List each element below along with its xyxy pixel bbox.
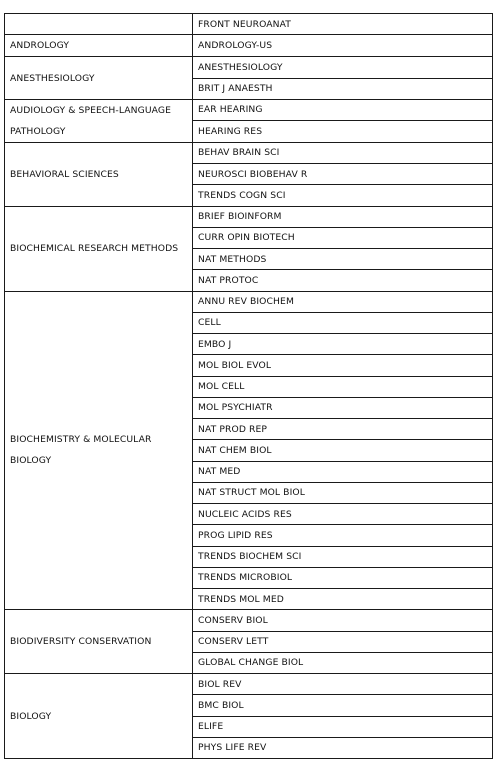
journal-cell: TRENDS COGN SCI [193, 185, 493, 206]
journal-cell: BRIEF BIOINFORM [193, 206, 493, 227]
journal-cell: CONSERV LETT [193, 631, 493, 652]
category-cell [5, 14, 193, 35]
table-row [5, 99, 493, 121]
journal-category-table [4, 13, 493, 759]
table-row [5, 14, 493, 35]
category-cell: AUDIOLOGY & SPEECH-LANGUAGE PATHOLOGY [5, 99, 193, 142]
category-cell: BIOLOGY [5, 674, 193, 759]
journal-cell: PROG LIPID RES [193, 525, 493, 546]
journal-cell: NUCLEIC ACIDS RES [193, 504, 493, 525]
journal-cell: BRIT J ANAESTH [193, 78, 493, 99]
journal-cell: BMC BIOL [193, 695, 493, 716]
journal-cell: NAT STRUCT MOL BIOL [193, 482, 493, 503]
journal-table-body [5, 14, 493, 759]
table-row [5, 35, 493, 57]
journal-cell: TRENDS BIOCHEM SCI [193, 546, 493, 567]
journal-cell: FRONT NEUROANAT [193, 14, 493, 35]
journal-cell: TRENDS MOL MED [193, 589, 493, 610]
journal-cell: MOL PSYCHIATR [193, 397, 493, 418]
category-cell: BIODIVERSITY CONSERVATION [5, 610, 193, 674]
table-row [5, 57, 493, 78]
category-cell: BIOCHEMISTRY & MOLECULAR BIOLOGY [5, 291, 193, 610]
table-row [5, 142, 493, 163]
journal-cell: GLOBAL CHANGE BIOL [193, 652, 493, 673]
journal-cell: NAT PROD REP [193, 419, 493, 440]
category-cell: ANESTHESIOLOGY [5, 57, 193, 100]
category-cell: BIOCHEMICAL RESEARCH METHODS [5, 206, 193, 291]
journal-cell: EMBO J [193, 334, 493, 355]
journal-cell: ANNU REV BIOCHEM [193, 291, 493, 312]
journal-cell: CELL [193, 312, 493, 333]
table-row [5, 674, 493, 695]
table-row [5, 291, 493, 312]
journal-cell: BEHAV BRAIN SCI [193, 142, 493, 163]
journal-cell: MOL CELL [193, 376, 493, 397]
journal-cell: NAT PROTOC [193, 270, 493, 291]
journal-cell: CONSERV BIOL [193, 610, 493, 631]
journal-cell: NEUROSCI BIOBEHAV R [193, 164, 493, 185]
journal-cell: MOL BIOL EVOL [193, 355, 493, 376]
journal-cell: ANDROLOGY-US [193, 35, 493, 57]
journal-cell: PHYS LIFE REV [193, 737, 493, 758]
journal-cell: ELIFE [193, 716, 493, 737]
journal-cell: HEARING RES [193, 121, 493, 143]
table-row [5, 206, 493, 227]
journal-cell: ANESTHESIOLOGY [193, 57, 493, 78]
journal-cell: EAR HEARING [193, 99, 493, 121]
journal-cell: BIOL REV [193, 674, 493, 695]
category-cell: ANDROLOGY [5, 35, 193, 57]
journal-cell: TRENDS MICROBIOL [193, 567, 493, 588]
journal-cell: CURR OPIN BIOTECH [193, 227, 493, 248]
journal-cell: NAT METHODS [193, 249, 493, 270]
table-row [5, 610, 493, 631]
journal-cell: NAT MED [193, 461, 493, 482]
journal-cell: NAT CHEM BIOL [193, 440, 493, 461]
category-cell: BEHAVIORAL SCIENCES [5, 142, 193, 206]
